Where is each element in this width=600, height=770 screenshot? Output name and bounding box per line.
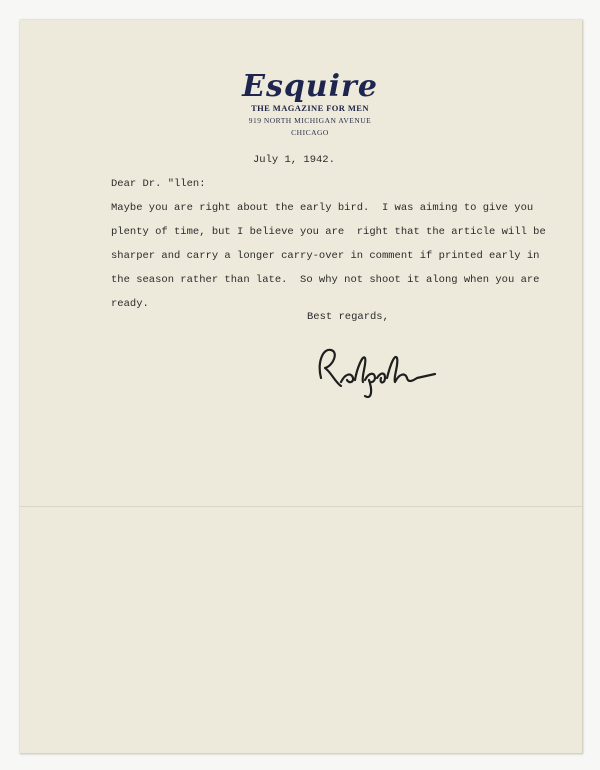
body-line-5: ready. (111, 298, 149, 310)
signature (307, 338, 447, 398)
fold-line (20, 506, 582, 507)
body-line-1: Maybe you are right about the early bird. I was aiming to give you (111, 202, 534, 214)
salutation: Dear Dr. "llen: (111, 178, 206, 190)
letter-date: July 1, 1942. (253, 154, 335, 166)
body-line-4: the season rather than late. So why not shoot it along when you are (111, 274, 540, 286)
letterhead (220, 69, 400, 137)
brand-logo: Esquire (242, 69, 378, 104)
address: 919 NORTH MICHIGAN AVENUE (248, 116, 372, 125)
city: CHICAGO (291, 128, 329, 137)
body-line-3: sharper and carry a longer carry-over in comment if printed early in (111, 250, 540, 262)
closing: Best regards, (307, 311, 389, 323)
body-line-2: plenty of time, but I believe you are right that the article will be (111, 226, 546, 238)
tagline: THE MAGAZINE FOR MEN (251, 103, 369, 113)
letter-page (20, 20, 583, 754)
